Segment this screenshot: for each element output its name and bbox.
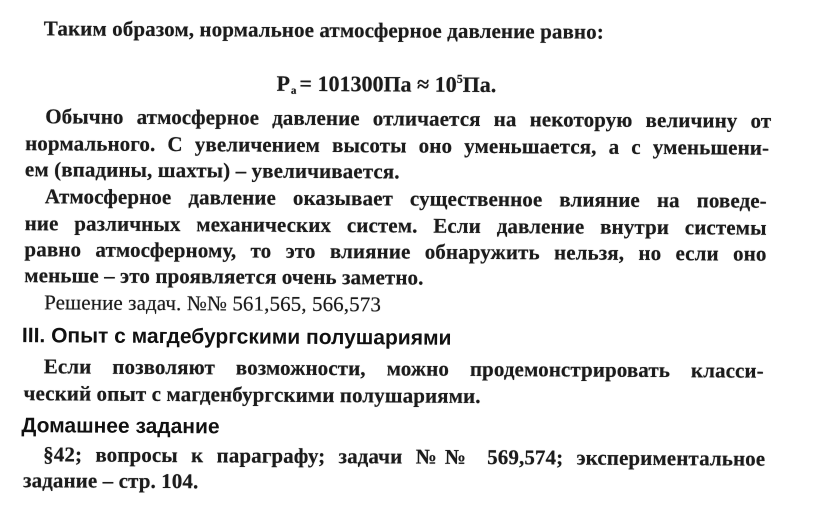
intro-line: Таким образом, нормальное атмосферное давление равно:	[43, 16, 604, 44]
paragraph-3-line-2: ние различных механических систем. Если давление внутри системы	[24, 211, 767, 240]
formula-symbol: P	[276, 70, 291, 96]
section-3-line-1: Если позволяют возможности, можно продемонстрировать класси-	[43, 354, 764, 383]
tasks-line: Решение задач. №№ 561,565, 566,573	[44, 290, 382, 317]
formula-rhs: = 101300Па ≈ 10	[299, 70, 457, 97]
formula-subscript: а	[290, 84, 297, 97]
section-3-line-2: ческий опыт с магденбургскими полушариями.	[23, 381, 481, 408]
homework-line-2: задание – стр. 104.	[22, 468, 199, 494]
formula-exponent: 5	[456, 71, 463, 86]
paragraph-2-line-1: Обычно атмосферное давление отличается на некоторую величину от	[45, 104, 772, 133]
paragraph-3-line-1: Атмосферное давление оказывает существенное влияние на поведе-	[44, 184, 767, 213]
section-3-heading: III. Опыт с магдебургскими полушариями	[21, 324, 452, 350]
homework-line-1: §42; вопросы к параграфу; задачи №№ 569,574; экспериментальное	[43, 442, 766, 471]
homework-heading: Домашнее задание	[21, 414, 220, 439]
formula-unit: Па.	[462, 71, 497, 98]
pressure-formula	[276, 64, 496, 106]
paragraph-3-line-4: меньше – это проявляется очень заметно.	[24, 263, 424, 290]
paragraph-2-line-3: ем (впадины, шахты) – увеличивается.	[24, 157, 400, 184]
paragraph-2-line-2: нормального. С увеличением высоты оно уменьшается, а с уменьшени-	[25, 131, 770, 160]
paragraph-3-line-3: равно атмосферному, то это влияние обнаружить нельзя, но если оно	[24, 237, 767, 266]
